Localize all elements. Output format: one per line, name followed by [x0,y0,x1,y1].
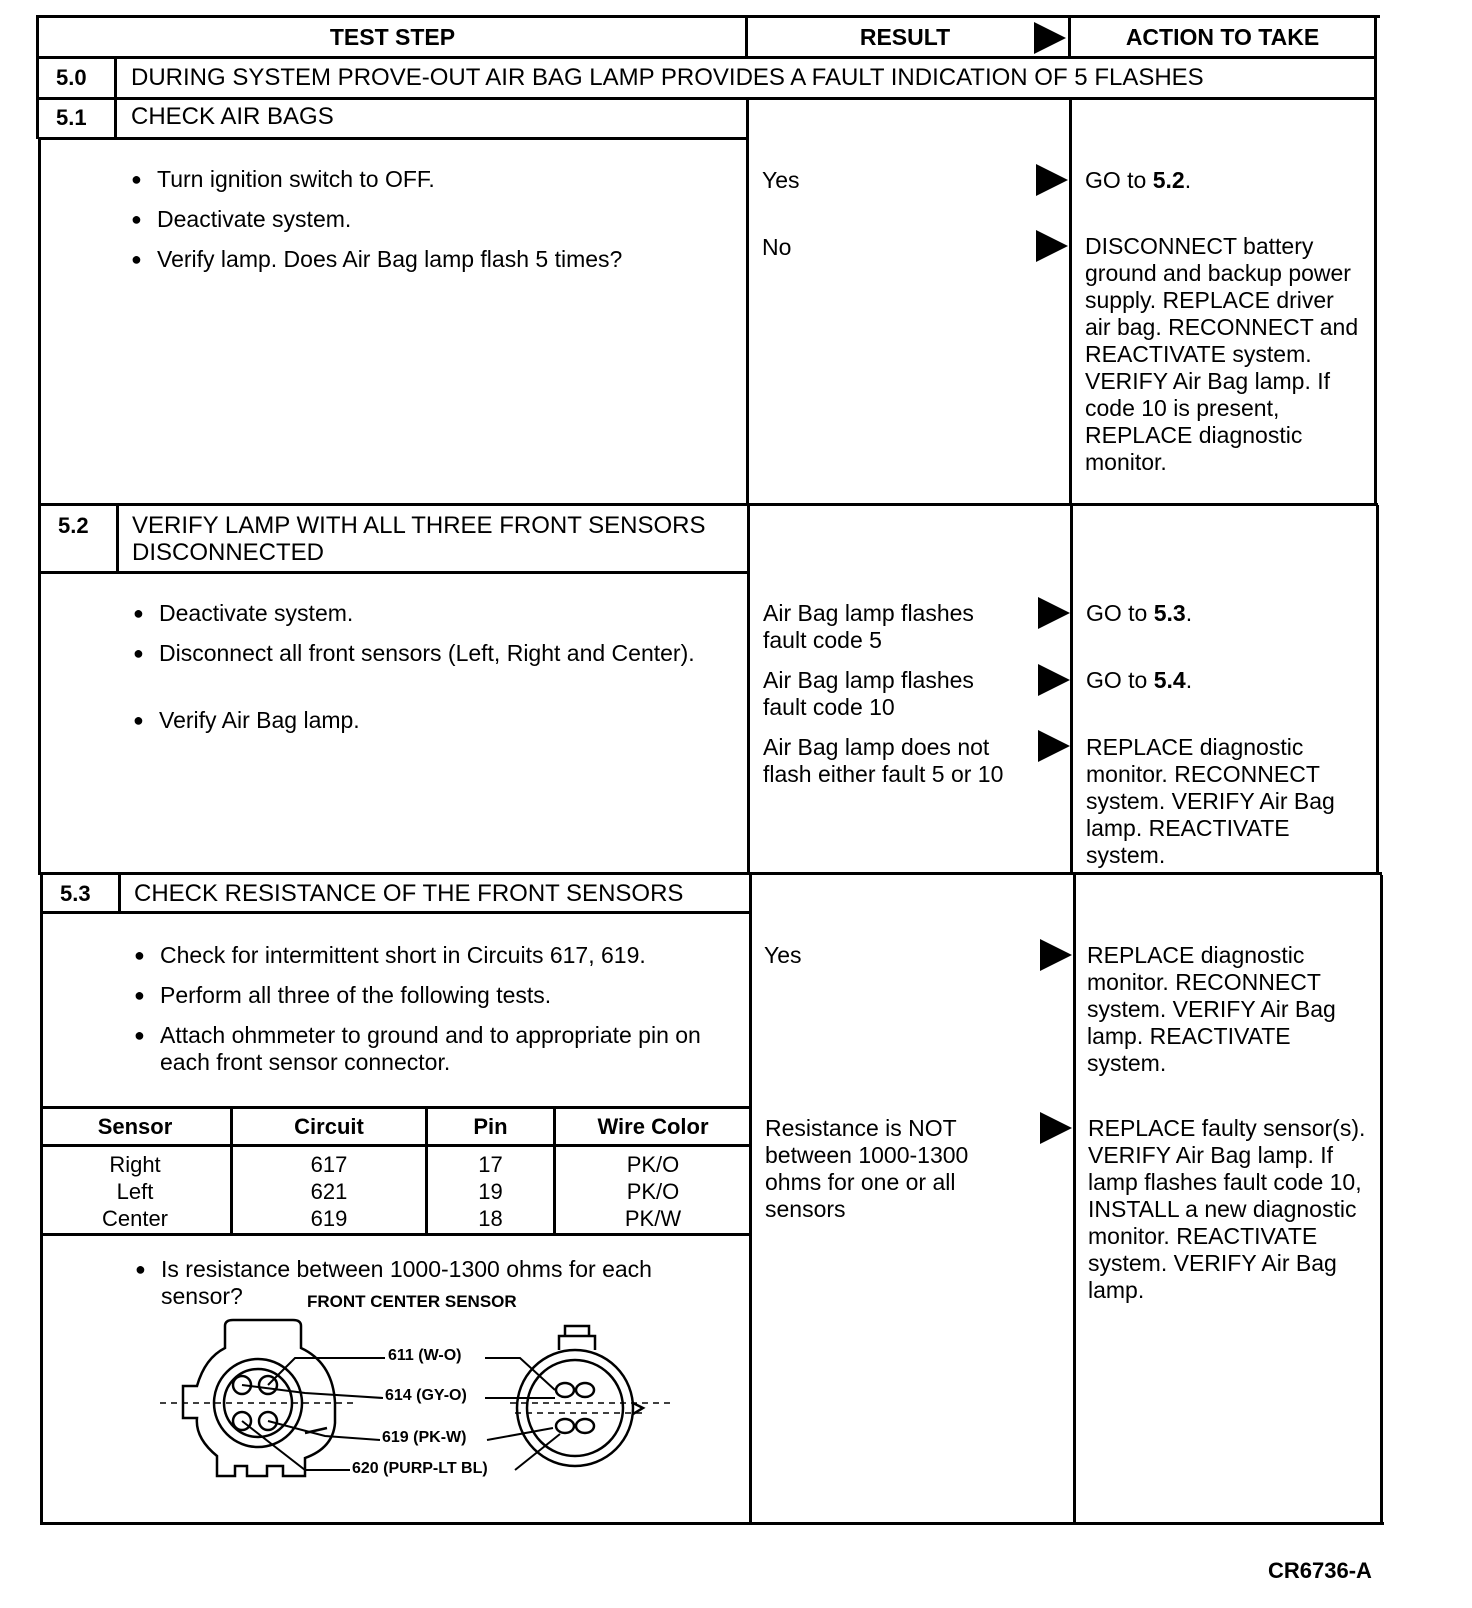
table-cell: Left [116,1179,154,1204]
header-test-step: TEST STEP [329,24,456,50]
action-text: DISCONNECT battery ground and backup power supply. REPLACE driver air bag. RECONNECT and REACTIVATE system. VERIFY Air Bag lamp. If code 10 is present, REPLACE diagnostic monitor. [1085,233,1359,475]
table-cell: PK/W [624,1206,682,1231]
action-text [1086,600,1192,627]
bullet-item: ● Disconnect all front sensors (Left, Right and Center). [133,640,699,667]
table-cell: 619 [310,1206,348,1231]
action-step-link: 5.2 [1152,167,1185,193]
table-cell: 19 [478,1179,503,1204]
step-title-5-1: CHECK AIR BAGS [131,103,334,130]
bullet-item: ● Verify Air Bag lamp. [133,707,729,734]
table-header: Sensor [97,1114,173,1139]
wire-label: 614 (GY-O) [385,1387,467,1404]
bullet-item: ● Check for intermittent short in Circuits 617, 619. [134,942,760,969]
table-header: Wire Color [597,1114,709,1139]
step-number-5-1: 5.1 [56,105,87,130]
wire-label: 620 (PURP-LT BL) [352,1460,488,1477]
step-number-5-0: 5.0 [56,65,87,90]
bullet-item: ● Deactivate system. [131,206,747,233]
table-cell: 621 [310,1179,348,1204]
bullet-item: ● Verify lamp. Does Air Bag lamp flash 5 times? [131,246,747,273]
action-prefix: GO to [1086,600,1154,626]
table-header: Circuit [294,1114,364,1139]
bullet-item: ● Deactivate system. [133,600,729,627]
action-step-link: 5.4 [1153,667,1186,693]
table-cell: 17 [478,1152,503,1177]
result-text: Yes [762,167,800,193]
arrow-icon [1038,664,1070,696]
step-title-5-0: DURING SYSTEM PROVE-OUT AIR BAG LAMP PROVIDES A FAULT INDICATION OF 5 FLASHES [131,64,1204,91]
arrow-icon [1040,1112,1072,1144]
header-result: RESULT [859,24,951,50]
arrow-icon [1038,730,1070,762]
bullet-item: ● Turn ignition switch to OFF. [131,166,747,193]
result-text: Resistance is NOT between 1000-1300 ohms for one or all sensors [765,1115,969,1222]
table-cell: 18 [478,1206,503,1231]
action-suffix: . [1185,600,1193,626]
action-text: REPLACE faulty sensor(s). VERIFY Air Bag lamp. If lamp flashes fault code 10, INSTALL a new diagnostic monitor. REACTIVATE system. VERIFY Air Bag lamp. [1088,1115,1366,1303]
action-text: REPLACE diagnostic monitor. RECONNECT system. VERIFY Air Bag lamp. REACTIVATE system. [1087,942,1336,1076]
arrow-icon [1038,597,1070,629]
figure-id: CR6736-A [1268,1558,1372,1583]
step-number-5-2: 5.2 [58,513,89,538]
result-text: Air Bag lamp does not flash either fault 5 or 10 [763,734,1004,787]
step-number-5-3: 5.3 [60,881,91,906]
table-cell: 617 [310,1152,348,1177]
arrow-icon [1036,230,1068,262]
table-cell: PK/O [626,1152,680,1177]
bullet-item: ● Is resistance between 1000-1300 ohms for each sensor? [135,1256,721,1310]
result-text: Yes [764,942,802,968]
action-suffix: . [1185,667,1193,693]
bullet-item: ● Perform all three of the following tests. [134,982,760,1009]
arrow-icon [1036,164,1068,196]
step-title-5-3: CHECK RESISTANCE OF THE FRONT SENSORS [134,880,684,907]
action-prefix: GO to [1086,667,1154,693]
table-header: Pin [473,1114,508,1139]
wire-label: 619 (PK-W) [382,1429,467,1446]
table-cell: Center [101,1206,169,1231]
action-suffix: . [1184,167,1192,193]
header-action: ACTION TO TAKE [1125,24,1320,50]
diagram-title: FRONT CENTER SENSOR [307,1292,517,1311]
arrow-icon [1040,939,1072,971]
action-text [1086,667,1192,694]
action-prefix: GO to [1085,167,1153,193]
action-text [1085,167,1191,194]
step-title-5-2: VERIFY LAMP WITH ALL THREE FRONT SENSORS DISCONNECTED [132,512,706,566]
result-text: No [762,234,792,260]
action-text: REPLACE diagnostic monitor. RECONNECT system. VERIFY Air Bag lamp. REACTIVATE system. [1086,734,1335,868]
table-cell: Right [109,1152,161,1177]
bullet-item: ● Attach ohmmeter to ground and to appropriate pin on each front sensor connector. [134,1022,750,1076]
action-step-link: 5.3 [1153,600,1186,626]
arrow-icon [1034,22,1066,54]
result-text: Air Bag lamp flashes fault code 10 [763,667,974,720]
wire-label: 611 (W-O) [388,1347,462,1364]
result-text: Air Bag lamp flashes fault code 5 [763,600,974,653]
table-cell: PK/O [626,1179,680,1204]
